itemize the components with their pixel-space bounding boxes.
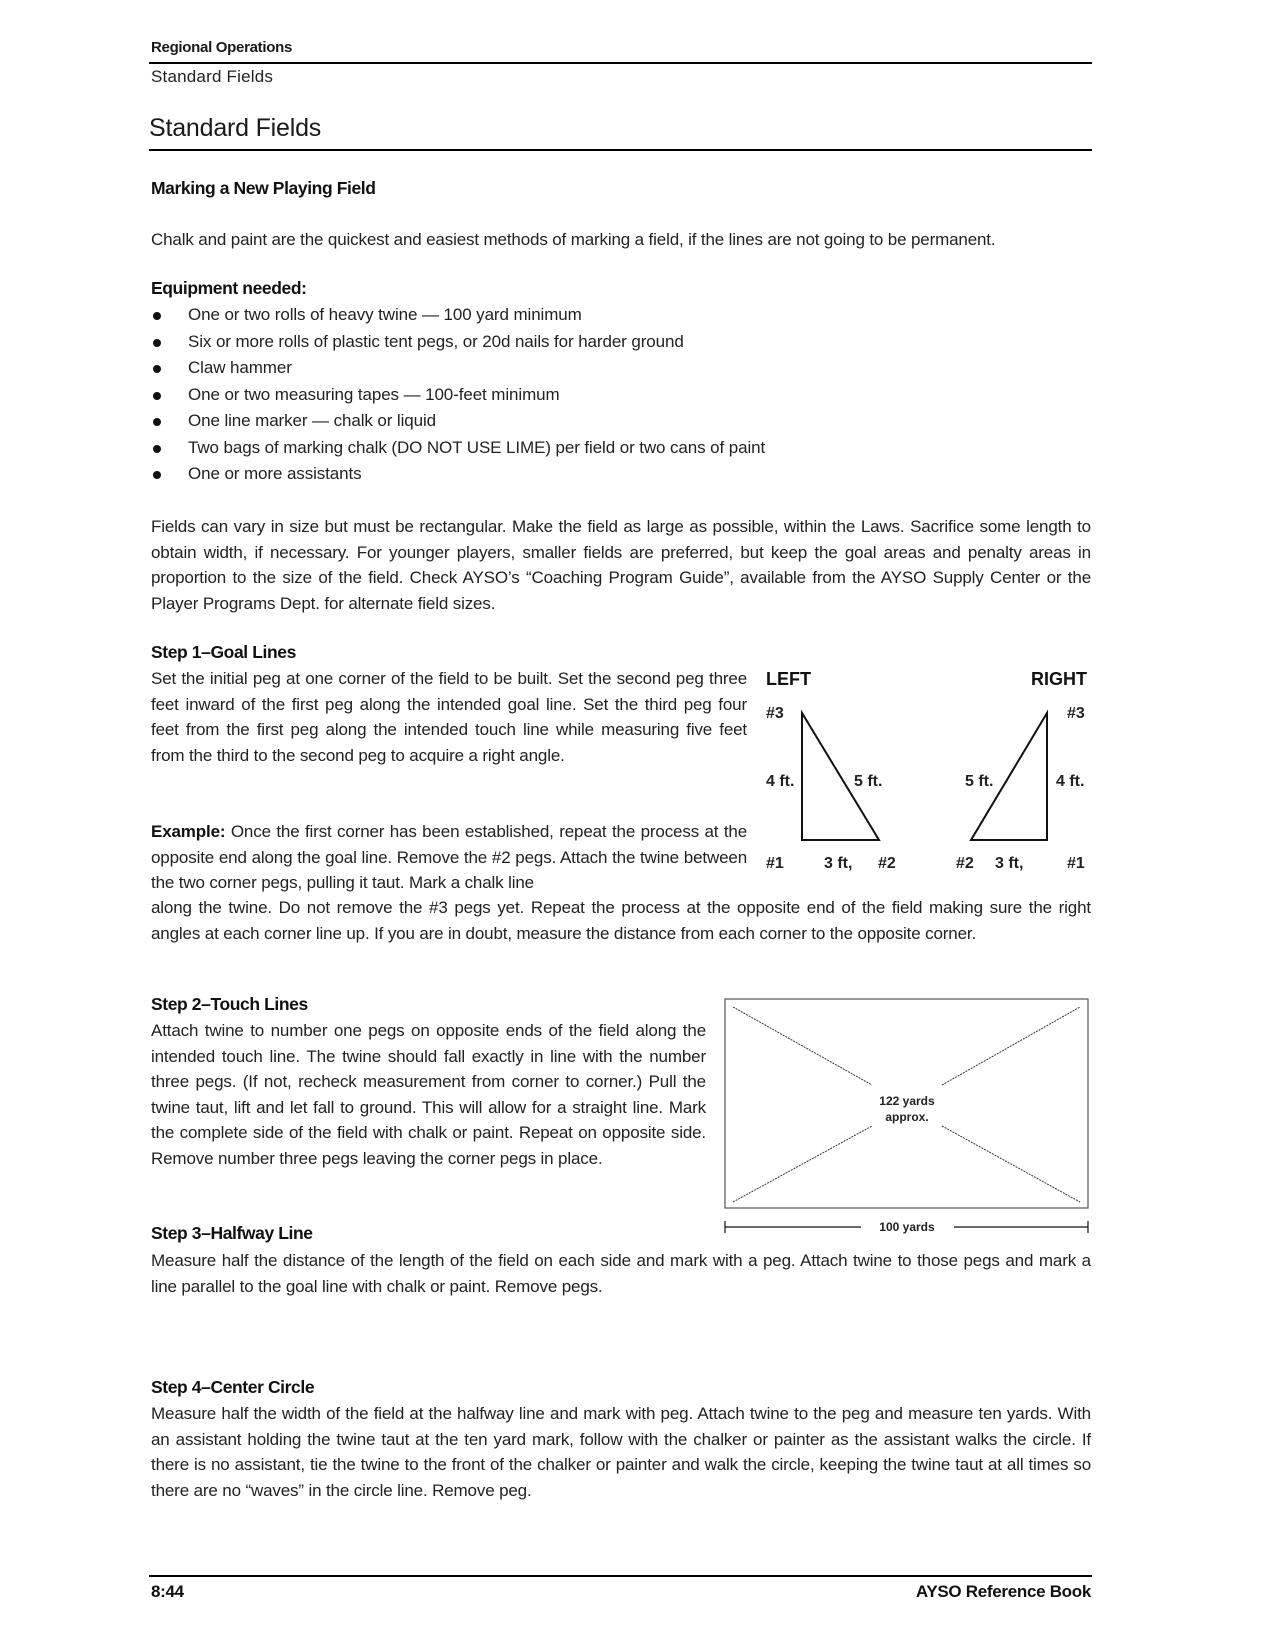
list-item xyxy=(151,302,1051,329)
title-rule xyxy=(149,149,1092,151)
bullet-icon xyxy=(153,339,161,347)
list-item-text: Six or more rolls of plastic tent pegs, or 20d nails for harder ground xyxy=(188,331,684,351)
left-hypotenuse-label: 5 ft. xyxy=(854,773,883,790)
left-peg2-label: #2 xyxy=(878,855,896,872)
bullet-icon xyxy=(153,445,161,453)
example-label: Example: xyxy=(151,822,226,841)
running-header-subtitle: Standard Fields xyxy=(151,67,274,86)
right-angle-diagram xyxy=(760,665,1095,880)
section-heading: Marking a New Playing Field xyxy=(151,178,376,198)
intro-paragraph: Chalk and paint are the quickest and easiest methods of marking a field, if the lines are not going to be permanent. xyxy=(151,230,996,249)
step-1-example xyxy=(151,819,747,896)
right-vertical-label: 4 ft. xyxy=(1056,773,1085,790)
left-peg1-label: #1 xyxy=(766,855,784,872)
diagonal-label-line1: 122 yards xyxy=(879,1094,935,1108)
list-item xyxy=(151,355,1051,382)
list-item-text: One or two measuring tapes — 100-feet minimum xyxy=(188,384,560,404)
book-title: AYSO Reference Book xyxy=(915,1582,1091,1601)
list-item-text: One or more assistants xyxy=(188,464,362,483)
list-item xyxy=(151,382,1051,409)
width-label: 100 yards xyxy=(879,1220,935,1234)
list-item-text: One or two rolls of heavy twine — 100 yard minimum xyxy=(188,305,582,324)
list-item xyxy=(151,461,1051,488)
list-item-text: Claw hammer xyxy=(188,358,292,377)
left-peg3-label: #3 xyxy=(766,705,784,722)
right-base-label: 3 ft, xyxy=(995,855,1024,872)
example-text: Once the first corner has been established, repeat the process at the opposite end along the goal line. Remove the #2 pegs. Attach the twine between the two corner pegs, pulling it taut. Mark a chalk line xyxy=(151,822,747,892)
field-diagonal-diagram xyxy=(722,996,1094,1236)
step-2-text: Attach twine to number one pegs on opposite ends of the field along the intended touch line. The twine should fall exactly in line with the number three pegs. (If not, recheck measurement from corner to corner.) Pull the twine taut, lift and let fall to ground. This will allow for a straight line. Mark the complete side of the field with chalk or paint. Repeat on opposite side. Remove number three pegs leaving the corner pegs in place. xyxy=(151,1021,706,1168)
page-title: Standard Fields xyxy=(149,114,322,142)
right-peg3-label: #3 xyxy=(1067,705,1085,722)
left-title: LEFT xyxy=(766,669,811,689)
left-base-label: 3 ft, xyxy=(824,855,853,872)
bullet-icon xyxy=(153,365,161,373)
diagonal-label xyxy=(857,1093,957,1125)
right-title: RIGHT xyxy=(1031,669,1087,689)
list-item-text: Two bags of marking chalk (DO NOT USE LIME) per field or two cans of paint xyxy=(188,437,766,457)
step-2-heading: Step 2–Touch Lines xyxy=(151,994,308,1014)
running-header-title: Regional Operations xyxy=(151,39,292,56)
footer-rule xyxy=(149,1575,1092,1577)
step-4-text: Measure half the width of the field at the halfway line and mark with peg. Attach twine to the peg and measure ten yards. With an assistant holding the twine taut at the ten yard mark, follow with the chalker or painter as the assistant walks the circle. If there is no assistant, tie the twine to the front of the chalker or painter and walk the circle, keeping the twine taut at all times so there are no “waves” in the circle line. Remove peg. xyxy=(151,1404,1091,1500)
header-rule xyxy=(149,62,1092,64)
left-vertical-label: 4 ft. xyxy=(766,773,795,790)
step-1-text: Set the initial peg at one corner of the field to be built. Set the second peg three feet inward of the first peg along the intended goal line. Set the third peg four feet from the first peg along the intended touch line while measuring five feet from the third to the second peg to acquire a right angle. xyxy=(151,669,747,765)
equipment-heading: Equipment needed: xyxy=(151,278,307,298)
fields-paragraph: Fields can vary in size but must be rectangular. Make the field as large as possible, within the Laws. Sacrifice some length to obtain width, if necessary. For younger players, smaller fields are preferred, but keep the goal areas and penalty areas in proportion to the size of the field. Check AYSO’s “Coaching Program Guide”, available from the AYSO Supply Center or the Player Programs Dept. for alternate field sizes. xyxy=(151,517,1091,613)
page-number: 8:44 xyxy=(151,1582,184,1601)
bullet-icon xyxy=(153,312,161,320)
list-item xyxy=(151,435,1051,462)
bullet-icon xyxy=(153,418,161,426)
list-item xyxy=(151,329,1051,356)
diagonal-line xyxy=(733,1007,872,1085)
step-3-heading: Step 3–Halfway Line xyxy=(151,1223,313,1243)
right-hypotenuse-label: 5 ft. xyxy=(965,773,994,790)
step-3-text: Measure half the distance of the length of the field on each side and mark with a peg. Attach twine to those pegs and mark a line parallel to the goal line with chalk or paint. Remove pegs. xyxy=(151,1251,1091,1296)
diagonal-line xyxy=(942,1007,1080,1085)
step-1-heading: Step 1–Goal Lines xyxy=(151,642,296,662)
list-item xyxy=(151,408,1051,435)
diagonal-line xyxy=(942,1126,1080,1202)
right-peg1-label: #1 xyxy=(1067,855,1085,872)
diagonal-line xyxy=(733,1126,872,1202)
right-peg2-label: #2 xyxy=(956,855,974,872)
diagonal-label-line2: approx. xyxy=(885,1110,929,1124)
step-4-heading: Step 4–Center Circle xyxy=(151,1377,315,1397)
list-item-text: One line marker — chalk or liquid xyxy=(188,411,437,430)
step-1-example-continued: along the twine. Do not remove the #3 pegs yet. Repeat the process at the opposite end of the field making sure the right angles at each corner line up. If you are in doubt, measure the distance from each corner to the opposite corner. xyxy=(151,898,1091,943)
bullet-icon xyxy=(153,392,161,400)
triangle-diagram-svg xyxy=(760,665,1095,880)
equipment-list xyxy=(151,302,1051,488)
bullet-icon xyxy=(153,471,161,479)
